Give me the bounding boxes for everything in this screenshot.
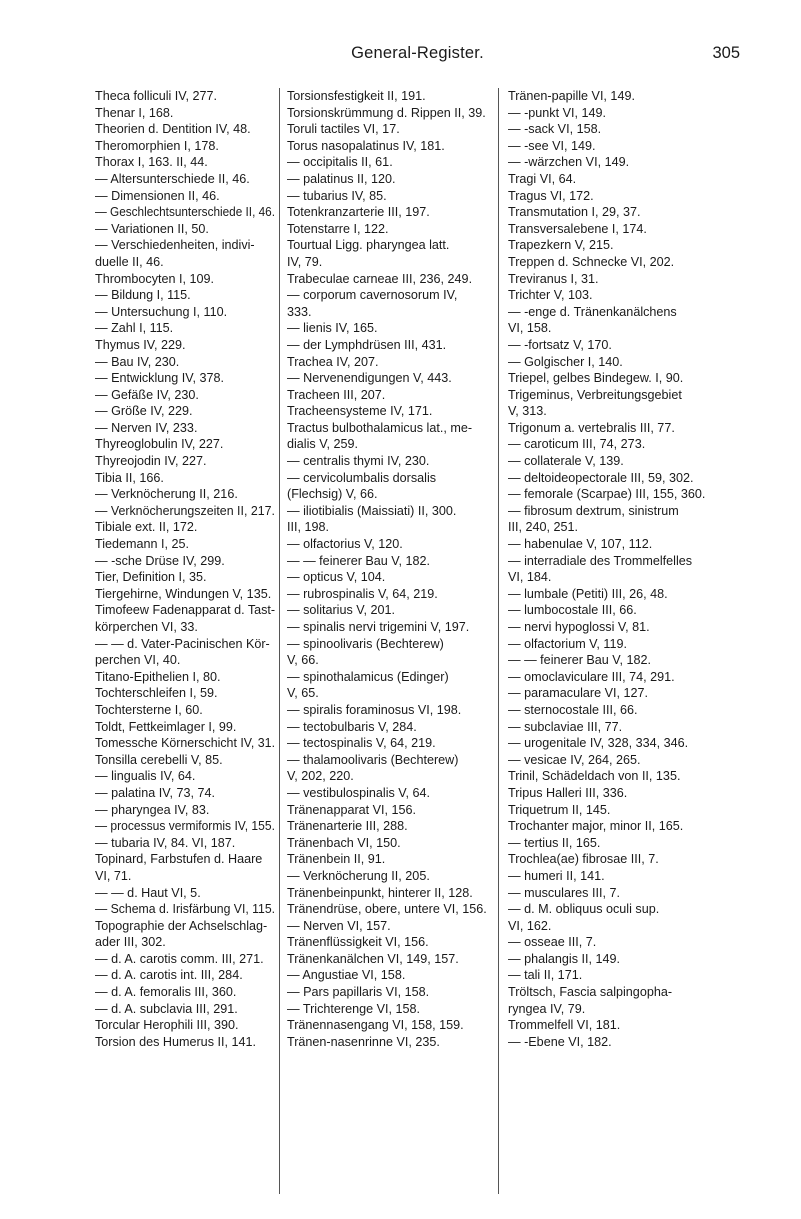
- index-entry: — tubarius IV, 85.: [287, 188, 387, 203]
- index-entry: — vesicae IV, 264, 265.: [508, 752, 641, 767]
- index-entry: — -enge d. Tränenkanälchens: [508, 304, 677, 319]
- index-entry: ader III, 302.: [95, 935, 166, 950]
- index-entry: Tränenkanälchen VI, 149, 157.: [287, 951, 459, 966]
- index-entry: — — d. Haut VI, 5.: [95, 885, 201, 900]
- index-entry: — Bildung I, 115.: [95, 288, 191, 303]
- index-entry: Tragi VI, 64.: [508, 171, 577, 186]
- index-entry: — musculares III, 7.: [508, 885, 620, 900]
- index-entry: Tochtersterne I, 60.: [95, 702, 203, 717]
- column-divider-left: [279, 88, 280, 1194]
- index-entry: Trommelfell VI, 181.: [508, 1018, 621, 1033]
- index-entry: — lumbocostale III, 66.: [508, 603, 637, 618]
- index-entry: V, 202, 220.: [287, 769, 354, 784]
- page-title: General-Register.: [351, 44, 484, 62]
- index-entry: (Flechsig) V, 66.: [287, 487, 378, 502]
- index-entry: — Nervenendigungen V, 443.: [287, 371, 452, 386]
- index-entry: — vestibulospinalis V, 64.: [287, 785, 431, 800]
- index-entry: — lingualis IV, 64.: [95, 769, 196, 784]
- index-entry: — -wärzchen VI, 149.: [508, 155, 630, 170]
- index-entry: — Verschiedenheiten, indivi-: [95, 238, 255, 253]
- index-entry: — -sack VI, 158.: [508, 122, 602, 137]
- index-entry: Tränendrüse, obere, untere VI, 156.: [287, 902, 487, 917]
- index-entry: Tragus VI, 172.: [508, 188, 594, 203]
- index-entry: Thyreojodin IV, 227.: [95, 454, 207, 469]
- index-entry: — omoclaviculare III, 74, 291.: [508, 669, 675, 684]
- index-entry: — paramaculare VI, 127.: [508, 686, 649, 701]
- index-entry: — Verknöcherung II, 216.: [95, 487, 238, 502]
- index-entry: — spinalis nervi trigemini V, 197.: [287, 620, 470, 634]
- index-entry: Treviranus I, 31.: [508, 271, 599, 286]
- index-entry: — spinothalamicus (Edinger): [287, 669, 449, 684]
- index-entry: 333.: [287, 304, 312, 319]
- index-entry: — spiralis foraminosus VI, 198.: [287, 702, 462, 717]
- index-entry: Tomessche Körnerschicht IV, 31.: [95, 736, 276, 751]
- index-entry: Theca folliculi IV, 277.: [95, 89, 218, 103]
- index-entry: Tränenbein II, 91.: [287, 852, 386, 867]
- index-column-middle: [287, 88, 491, 1050]
- index-entry: — Angustiae VI, 158.: [287, 968, 406, 983]
- index-entry: — Nerven VI, 157.: [287, 918, 391, 933]
- index-entry: V, 65.: [287, 686, 319, 701]
- index-entry: Tiedemann I, 25.: [95, 537, 190, 552]
- index-entry: Trabeculae carneae III, 236, 249.: [287, 271, 473, 286]
- index-entry: Transmutation I, 29, 37.: [508, 205, 641, 220]
- index-entry: — tubaria IV, 84. VI, 187.: [95, 835, 236, 850]
- index-entry: — tectospinalis V, 64, 219.: [287, 736, 436, 751]
- index-entry: — Variationen II, 50.: [95, 221, 209, 236]
- index-entry: — -Ebene VI, 182.: [508, 1034, 612, 1049]
- index-column-left: [95, 88, 275, 1050]
- index-entry: — Pars papillaris VI, 158.: [287, 985, 430, 1000]
- index-entry: Topographie der Achselschlag-: [95, 918, 268, 933]
- index-entry: — lumbale (Petiti) III, 26, 48.: [508, 586, 668, 601]
- index-entry: — d. M. obliquus oculi sup.: [508, 902, 660, 917]
- index-entry: Tier, Definition I, 35.: [95, 570, 207, 585]
- index-entry: Tränenflüssigkeit VI, 156.: [287, 935, 429, 950]
- index-entry: körperchen VI, 33.: [95, 620, 198, 634]
- index-entry: — Verknöcherung II, 205.: [287, 868, 430, 883]
- index-entry: — interradiale des Trommelfelles: [508, 553, 693, 568]
- index-entry: — tali II, 171.: [508, 968, 583, 983]
- index-entry: Theromorphien I, 178.: [95, 138, 219, 153]
- index-entry: — thalamoolivaris (Bechterew): [287, 752, 459, 767]
- index-entry: — corporum cavernosorum IV,: [287, 288, 458, 303]
- index-entry: — -fortsatz V, 170.: [508, 337, 612, 352]
- index-entry: — processus vermiformis IV, 155.: [95, 819, 275, 834]
- index-entry: — d. A. subclavia III, 291.: [95, 1001, 238, 1016]
- index-entry: VI, 162.: [508, 918, 552, 933]
- index-entry: — palatina IV, 73, 74.: [95, 785, 215, 800]
- index-entry: — collaterale V, 139.: [508, 454, 624, 469]
- index-entry: — fibrosum dextrum, sinistrum: [508, 503, 679, 518]
- index-entry: Triepel, gelbes Bindegew. I, 90.: [508, 371, 684, 386]
- index-entry: — caroticum III, 74, 273.: [508, 437, 646, 452]
- index-entry: — deltoideopectorale III, 59, 302.: [508, 470, 694, 485]
- index-entry: Totenkranzarterie III, 197.: [287, 205, 430, 220]
- index-entry: IV, 79.: [287, 254, 323, 269]
- index-entry: Trichter V, 103.: [508, 288, 593, 303]
- index-entry: III, 198.: [287, 520, 330, 535]
- index-entry: Tränenarterie III, 288.: [287, 819, 408, 834]
- index-entry: — Dimensionen II, 46.: [95, 188, 220, 203]
- index-entry: — Golgischer I, 140.: [508, 354, 623, 369]
- index-entry: Theorien d. Dentition IV, 48.: [95, 122, 251, 137]
- page-header: [95, 44, 740, 68]
- index-entry: — nervi hypoglossi V, 81.: [508, 620, 650, 634]
- index-entry: Treppen d. Schnecke VI, 202.: [508, 254, 675, 269]
- index-entry: Thymus IV, 229.: [95, 337, 186, 352]
- index-entry: VI, 71.: [95, 868, 132, 883]
- index-entry: Tröltsch, Fascia salpingopha-: [508, 985, 673, 1000]
- index-entry: Timofeew Fadenapparat d. Tast-: [95, 603, 276, 618]
- index-entry: — palatinus II, 120.: [287, 171, 396, 186]
- index-entry: Trachea IV, 207.: [287, 354, 379, 369]
- index-entry: — Untersuchung I, 110.: [95, 304, 228, 319]
- index-entry: Transversalebene I, 174.: [508, 221, 647, 236]
- index-entry: Tracheensysteme IV, 171.: [287, 404, 433, 419]
- index-entry: — femorale (Scarpae) III, 155, 360.: [508, 487, 706, 502]
- index-entry: — sternocostale III, 66.: [508, 702, 638, 717]
- index-entry: V, 66.: [287, 653, 319, 668]
- page-number: 305: [712, 44, 740, 62]
- index-entry: Trochanter major, minor II, 165.: [508, 819, 684, 834]
- index-entry: — — feinerer Bau V, 182.: [287, 553, 431, 568]
- index-entry: Tränen-papille VI, 149.: [508, 89, 635, 103]
- index-entry: — Geschlechtsunterschiede II, 46.: [95, 205, 276, 220]
- index-entry: VI, 158.: [508, 321, 552, 336]
- index-entry: — olfactorius V, 120.: [287, 537, 403, 552]
- index-entry: — osseae III, 7.: [508, 935, 597, 950]
- index-entry: — -sche Drüse IV, 299.: [95, 553, 225, 568]
- index-entry: Tracheen III, 207.: [287, 387, 386, 402]
- index-entry: Trigeminus, Verbreitungsgebiet: [508, 387, 682, 402]
- index-entry: — tertius II, 165.: [508, 835, 601, 850]
- index-entry: — opticus V, 104.: [287, 570, 386, 585]
- index-entry: V, 313.: [508, 404, 547, 419]
- index-entry: Tränenbach VI, 150.: [287, 835, 401, 850]
- index-entry: — Schema d. Irisfärbung VI, 115.: [95, 902, 276, 917]
- index-entry: Trigonum a. vertebralis III, 77.: [508, 420, 675, 435]
- index-entry: — urogenitale IV, 328, 334, 346.: [508, 736, 689, 751]
- index-entry: Totenstarre I, 122.: [287, 221, 389, 236]
- index-entry: — solitarius V, 201.: [287, 603, 396, 618]
- index-entry: Tränennasengang VI, 158, 159.: [287, 1018, 464, 1033]
- index-entry: — Nerven IV, 233.: [95, 420, 198, 435]
- index-entry: — Bau IV, 230.: [95, 354, 180, 369]
- index-entry: — d. A. carotis int. III, 284.: [95, 968, 243, 983]
- index-entry: Trapezkern V, 215.: [508, 238, 614, 253]
- index-entry: — rubrospinalis V, 64, 219.: [287, 586, 438, 601]
- index-entry: — Altersunterschiede II, 46.: [95, 171, 250, 186]
- index-entry: ryngea IV, 79.: [508, 1001, 586, 1016]
- index-entry: Thenar I, 168.: [95, 105, 174, 120]
- index-entry: Topinard, Farbstufen d. Haare: [95, 852, 263, 867]
- index-entry: — phalangis II, 149.: [508, 951, 621, 966]
- index-entry: III, 240, 251.: [508, 520, 579, 535]
- index-entry: Thorax I, 163. II, 44.: [95, 155, 208, 170]
- index-entry: Torsion des Humerus II, 141.: [95, 1034, 256, 1049]
- index-entry: Tiergehirne, Windungen V, 135.: [95, 586, 272, 601]
- index-entry: — -punkt VI, 149.: [508, 105, 607, 120]
- index-entry: Titano-Epithelien I, 80.: [95, 669, 221, 684]
- index-entry: — centralis thymi IV, 230.: [287, 454, 430, 469]
- index-entry: Tochterschleifen I, 59.: [95, 686, 218, 701]
- index-entry: Toruli tactiles VI, 17.: [287, 122, 400, 137]
- index-entry: — olfactorium V, 119.: [508, 636, 628, 651]
- index-entry: Trochlea(ae) fibrosae III, 7.: [508, 852, 659, 867]
- index-entry: Tränenapparat VI, 156.: [287, 802, 417, 817]
- index-entry: Tourtual Ligg. pharyngea latt.: [287, 238, 450, 253]
- index-entry: — lienis IV, 165.: [287, 321, 378, 336]
- index-entry: Tibiale ext. II, 172.: [95, 520, 198, 535]
- index-entry: duelle II, 46.: [95, 254, 164, 269]
- index-entry: Tränenbeinpunkt, hinterer II, 128.: [287, 885, 473, 900]
- index-entry: — Zahl I, 115.: [95, 321, 174, 336]
- index-entry: — Größe IV, 229.: [95, 404, 193, 419]
- index-entry: — pharyngea IV, 83.: [95, 802, 210, 817]
- index-entry: — cervicolumbalis dorsalis: [287, 470, 437, 485]
- column-divider-right: [498, 88, 499, 1194]
- index-entry: — — d. Vater-Pacinischen Kör-: [95, 636, 270, 651]
- index-entry: — spinoolivaris (Bechterew): [287, 636, 444, 651]
- index-entry: — Gefäße IV, 230.: [95, 387, 199, 402]
- index-entry: Torsionskrümmung d. Rippen II, 39.: [287, 105, 486, 120]
- index-entry: Torus nasopalatinus IV, 181.: [287, 138, 445, 153]
- index-entry: — Verknöcherungszeiten II, 217.: [95, 503, 275, 518]
- index-entry: — Trichterenge VI, 158.: [287, 1001, 421, 1016]
- index-entry: Thrombocyten I, 109.: [95, 271, 215, 286]
- index-entry: Tripus Halleri III, 336.: [508, 785, 628, 800]
- index-entry: Torcular Herophili III, 390.: [95, 1018, 239, 1033]
- index-entry: — der Lymphdrüsen III, 431.: [287, 337, 447, 352]
- index-entry: Tonsilla cerebelli V, 85.: [95, 752, 223, 767]
- index-entry: Toldt, Fettkeimlager I, 99.: [95, 719, 237, 734]
- index-entry: — humeri II, 141.: [508, 868, 605, 883]
- index-entry: VI, 184.: [508, 570, 552, 585]
- index-entry: Tractus bulbothalamicus lat., me-: [287, 420, 473, 435]
- index-entry: Tibia II, 166.: [95, 470, 164, 485]
- index-entry: Triquetrum II, 145.: [508, 802, 611, 817]
- index-entry: perchen VI, 40.: [95, 653, 181, 668]
- index-column-right: [508, 88, 740, 1050]
- index-entry: — — feinerer Bau V, 182.: [508, 653, 652, 668]
- index-entry: Tränen-nasenrinne VI, 235.: [287, 1034, 440, 1049]
- index-entry: — d. A. carotis comm. III, 271.: [95, 951, 264, 966]
- index-entry: dialis V, 259.: [287, 437, 358, 452]
- index-entry: — subclaviae III, 77.: [508, 719, 623, 734]
- index-entry: — iliotibialis (Maissiati) II, 300.: [287, 503, 457, 518]
- index-entry: — Entwicklung IV, 378.: [95, 371, 225, 386]
- index-entry: — d. A. femoralis III, 360.: [95, 985, 237, 1000]
- index-entry: Thyreoglobulin IV, 227.: [95, 437, 224, 452]
- index-entry: Trinil, Schädeldach von II, 135.: [508, 769, 681, 784]
- index-entry: — occipitalis II, 61.: [287, 155, 393, 170]
- index-entry: — -see VI, 149.: [508, 138, 596, 153]
- index-entry: — habenulae V, 107, 112.: [508, 537, 653, 552]
- index-entry: — tectobulbaris V, 284.: [287, 719, 417, 734]
- index-entry: Torsionsfestigkeit II, 191.: [287, 89, 426, 103]
